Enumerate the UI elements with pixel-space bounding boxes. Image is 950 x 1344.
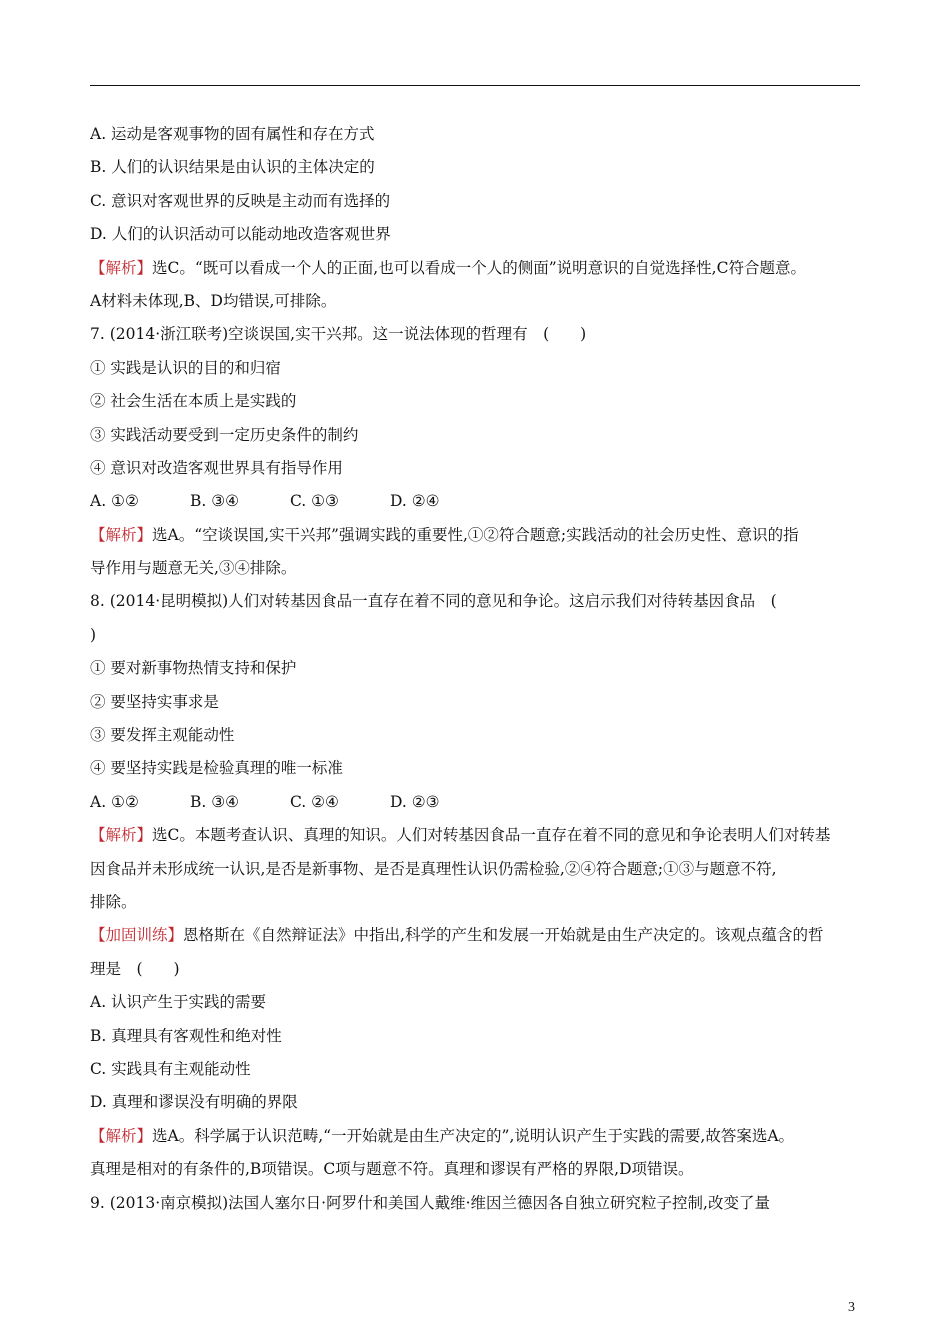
text-line	[90, 118, 862, 151]
line-text: C. 意识对客观世界的反映是主动而有选择的	[90, 191, 391, 210]
analysis-line	[90, 252, 862, 285]
text-line	[90, 285, 862, 318]
answer-option: C. ②④	[290, 792, 339, 811]
line-text: ② 社会生活在本质上是实践的	[90, 392, 297, 411]
line-text: 8. (2014·昆明模拟)人们对转基因食品一直存在着不同的意见和争论。这启示我们对待转基因食品 (	[90, 592, 777, 611]
text-line	[90, 352, 862, 385]
line-text: B. 人们的认识结果是由认识的主体决定的	[90, 158, 375, 177]
text-line	[90, 318, 862, 351]
line-text: 选A。“空谈误国,实干兴邦”强调实践的重要性,①②符合题意;实践活动的社会历史性、意识的指	[152, 525, 799, 544]
line-text: B. 真理具有客观性和绝对性	[90, 1026, 282, 1045]
analysis-tag: 【加固训练】	[90, 926, 184, 945]
answer-option: B. ③④	[190, 792, 240, 811]
answer-option: C. ①③	[290, 492, 339, 511]
line-text: 恩格斯在《自然辩证法》中指出,科学的产生和发展一开始就是由生产决定的。该观点蕴含的哲	[183, 926, 824, 945]
answer-option: D. ②③	[390, 792, 440, 811]
text-line	[90, 385, 862, 418]
line-text: 选C。本题考查认识、真理的知识。人们对转基因食品一直存在着不同的意见和争论表明人们对转基	[152, 826, 831, 845]
text-line	[90, 953, 862, 986]
line-text: 因食品并未形成统一认识,是否是新事物、是否是真理性认识仍需检验,②④符合题意;①③与题意不符,	[90, 859, 777, 878]
line-text: ③ 实践活动要受到一定历史条件的制约	[90, 425, 359, 444]
line-text: ① 要对新事物热情支持和保护	[90, 659, 297, 678]
page-number: 3	[848, 1300, 855, 1315]
line-text: ④ 意识对改造客观世界具有指导作用	[90, 458, 343, 477]
text-line	[90, 585, 862, 618]
line-text: ① 实践是认识的目的和归宿	[90, 358, 281, 377]
line-text: 选C。“既可以看成一个人的正面,也可以看成一个人的侧面”说明意识的自觉选择性,C符合题意。	[152, 258, 806, 277]
answer-option: D. ②④	[390, 492, 440, 511]
text-line	[90, 619, 862, 652]
line-text: ④ 要坚持实践是检验真理的唯一标准	[90, 759, 343, 778]
text-line	[90, 452, 862, 485]
line-text: 排除。	[90, 892, 137, 911]
text-line	[90, 1086, 862, 1119]
analysis-tag: 【解析】	[90, 525, 153, 544]
analysis-line	[90, 519, 862, 552]
text-line	[90, 419, 862, 452]
line-text: D. 人们的认识活动可以能动地改造客观世界	[90, 225, 391, 244]
text-line	[90, 652, 862, 685]
text-line	[90, 1020, 862, 1053]
text-line	[90, 719, 862, 752]
text-line	[90, 1187, 862, 1220]
text-line	[90, 552, 862, 585]
answer-option: B. ③④	[190, 492, 240, 511]
analysis-tag: 【解析】	[90, 258, 153, 277]
line-text: 理是 ( )	[90, 959, 180, 978]
line-text: 9. (2013·南京模拟)法国人塞尔日·阿罗什和美国人戴维·维因兰德因各自独立研究粒子控制,改变了量	[90, 1193, 770, 1212]
text-line	[90, 151, 862, 184]
analysis-line	[90, 819, 862, 852]
answer-options-line	[90, 485, 862, 518]
line-text: C. 实践具有主观能动性	[90, 1059, 251, 1078]
answer-options-line	[90, 786, 862, 819]
text-line	[90, 1153, 862, 1186]
line-text: D. 真理和谬误没有明确的界限	[90, 1093, 298, 1112]
text-line	[90, 1053, 862, 1086]
line-text: A材料未体现,B、D均错误,可排除。	[90, 291, 337, 310]
line-text: 导作用与题意无关,③④排除。	[90, 559, 297, 578]
text-line	[90, 686, 862, 719]
text-line	[90, 185, 862, 218]
line-text: ③ 要发挥主观能动性	[90, 726, 235, 745]
answer-option: A. ①②	[90, 792, 139, 811]
analysis-tag: 【解析】	[90, 826, 153, 845]
line-text: A. 运动是客观事物的固有属性和存在方式	[90, 125, 375, 143]
text-line	[90, 853, 862, 886]
text-line	[90, 886, 862, 919]
text-line	[90, 986, 862, 1019]
line-text: A. 认识产生于实践的需要	[90, 993, 267, 1012]
analysis-line	[90, 919, 862, 952]
document-body	[90, 118, 862, 1220]
answer-option: A. ①②	[90, 492, 139, 511]
text-line	[90, 752, 862, 785]
line-text: ② 要坚持实事求是	[90, 692, 219, 711]
line-text: 7. (2014·浙江联考)空谈误国,实干兴邦。这一说法体现的哲理有 ( )	[90, 325, 587, 344]
line-text: 真理是相对的有条件的,B项错误。C项与题意不符。真理和谬误有严格的界限,D项错误。	[90, 1160, 694, 1179]
analysis-tag: 【解析】	[90, 1126, 153, 1145]
line-text: )	[90, 625, 97, 644]
line-text: 选A。科学属于认识范畴,“一开始就是由生产决定的”,说明认识产生于实践的需要,故答案选A。	[152, 1126, 795, 1145]
text-line	[90, 218, 862, 251]
header-rule	[90, 85, 860, 86]
analysis-line	[90, 1120, 862, 1153]
